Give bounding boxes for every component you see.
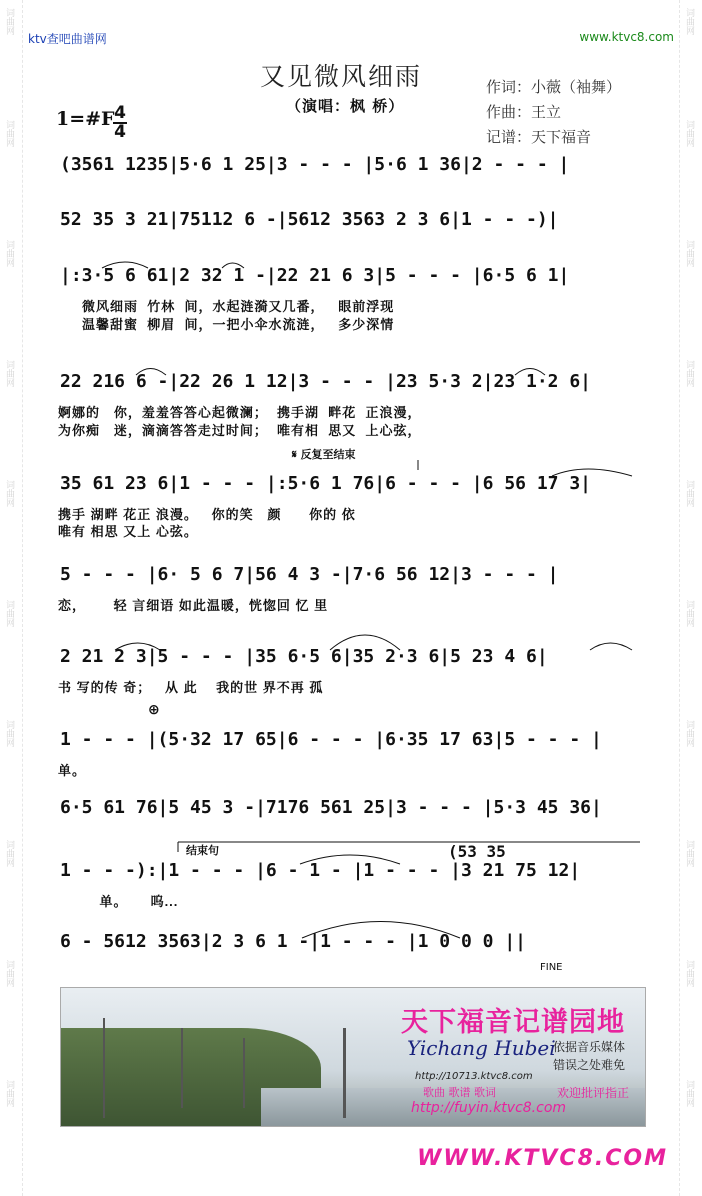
meter-bottom: 4 — [114, 122, 126, 142]
lamp-post-icon — [103, 1018, 105, 1118]
side-watermark-text: 词曲网 — [4, 720, 14, 747]
banner-tagline: 错误之处难免 — [553, 1058, 626, 1072]
score-row-9: 6·5 61 76|5 45 3 -|7176 561 25|3 - - - |5·3 45 36| — [60, 797, 602, 818]
footer-logo[interactable]: WWW.KTVC8.COM — [417, 1146, 668, 1171]
score-row-10: 1 - - -):|1 - - - |6 - 1 - |1 - - - |3 21 75 12| — [60, 860, 581, 881]
lyricist-credit: 作词：小薇（袖舞） — [486, 78, 622, 96]
site-url-link[interactable]: www.ktvc8.com — [579, 30, 674, 44]
score-row-2: 52 35 3 21|75112 6 -|5612 3563 2 3 6|1 - - -)| — [60, 209, 559, 230]
singer-credit: （演唱：枫 桥） — [286, 97, 405, 115]
pickup-notes: (53 35 — [448, 842, 506, 861]
lyric-line: 温馨甜蜜 柳眉 间，一把小伞水流涟， 多少深情 — [82, 317, 395, 332]
side-watermark-text: 词曲网 — [684, 720, 694, 747]
side-watermark-text: 词曲网 — [4, 1080, 14, 1107]
repeat-marking-text: 反复至结束 — [300, 448, 356, 461]
side-watermark-text: 词曲网 — [684, 1080, 694, 1107]
lyric-line: 书 写的传 奇； 从 此 我的世 界不再 孤 — [58, 680, 324, 695]
ending-marking: 结束句 — [186, 844, 219, 857]
lyric-line: 婀娜的 你，羞羞答答心起微澜； 携手湖 畔花 正浪漫， — [58, 405, 422, 420]
banner-url[interactable]: http://fuyin.ktvc8.com — [411, 1100, 567, 1116]
lyric-line: 微风细雨 竹林 间，水起涟漪又几番， 眼前浮现 — [82, 299, 395, 314]
side-watermark-text: 词曲网 — [684, 600, 694, 627]
score-row-3: |:3·5 6 61|2 32 1 -|22 21 6 3|5 - - - |6·5 6 1| — [60, 265, 570, 286]
pylon-icon — [343, 1028, 346, 1118]
side-watermark-text: 词曲网 — [4, 120, 14, 147]
lamp-post-icon — [181, 1028, 183, 1108]
banner-url[interactable]: http://10713.ktvc8.com — [415, 1071, 533, 1082]
key-signature: 1=#F — [56, 108, 115, 130]
banner-tagline: 依据音乐媒体 — [553, 1040, 626, 1054]
score-row-5: 35 61 23 6|1 - - - |:5·6 1 76|6 - - - |6 56 17 3| — [60, 473, 592, 494]
song-title: 又见微风细雨 — [260, 62, 423, 91]
lyric-line: 单。 呜... — [58, 894, 179, 909]
site-name-link[interactable]: ktv查吧曲谱网 — [28, 32, 107, 46]
promo-banner — [60, 987, 646, 1127]
repeat-marking: 𝄋 反复至结束 — [292, 448, 356, 461]
score-row-11: 6 - 5612 3563|2 3 6 1 -|1 - - - |1 0 0 0 || — [60, 931, 526, 952]
side-watermark-text: 词曲网 — [4, 840, 14, 867]
lyric-line: 唯有 相思 又上 心弦。 — [58, 524, 198, 539]
lyric-line: 为你痴 迷，滴滴答答走过时间； 唯有相 思又 上心弦， — [58, 423, 422, 438]
side-watermark-text: 词曲网 — [684, 120, 694, 147]
side-watermark-text: 词曲网 — [684, 360, 694, 387]
meter-top: 4 — [114, 103, 126, 123]
side-watermark-text: 词曲网 — [4, 480, 14, 507]
banner-tagline: 欢迎批评指正 — [557, 1086, 630, 1100]
banner-subtitle: Yichang Hubei — [407, 1036, 556, 1060]
score-row-7: 2 21 2 3|5 - - - |35 6·5 6|35 2·3 6|5 23 4 6| — [60, 646, 548, 667]
side-watermark-text: 词曲网 — [684, 240, 694, 267]
score-row-6: 5 - - - |6· 5 6 7|56 4 3 -|7·6 56 12|3 - - - | — [60, 564, 559, 585]
fine-label: FINE — [540, 962, 563, 973]
side-watermark-text: 词曲网 — [4, 600, 14, 627]
side-watermark-text: 词曲网 — [4, 240, 14, 267]
side-watermark-text: 词曲网 — [4, 960, 14, 987]
score-row-4: 22 216 6 -|22 26 1 12|3 - - - |23 5·3 2|23 1·2 6| — [60, 371, 592, 392]
banner-links: 歌曲 歌谱 歌词 — [423, 1086, 496, 1099]
coda-icon: ⊕ — [148, 702, 160, 718]
side-watermark-text: 词曲网 — [4, 8, 14, 35]
banner-title: 天下福音记谱园地 — [401, 1007, 625, 1038]
side-watermark-text: 词曲网 — [684, 480, 694, 507]
score-row-8: 1 - - - |(5·32 17 65|6 - - - |6·35 17 63|5 - - - | — [60, 729, 602, 750]
side-watermark-text: 词曲网 — [684, 840, 694, 867]
side-watermark-text: 词曲网 — [684, 960, 694, 987]
lyric-line: 携手 湖畔 花正 浪漫。 你的笑 颜 你的 依 — [58, 507, 356, 522]
side-watermark-text: 词曲网 — [4, 360, 14, 387]
lyric-line: 恋， 轻 言细语 如此温暖，恍惚回 忆 里 — [58, 598, 329, 613]
composer-credit: 作曲：王立 — [486, 103, 562, 121]
lyric-line: 单。 — [58, 763, 87, 778]
side-watermark-text: 词曲网 — [684, 8, 694, 35]
transcriber-credit: 记谱：天下福音 — [486, 128, 592, 146]
score-row-1: (3561 1235|5·6 1 25|3 - - - |5·6 1 36|2 - - - | — [60, 154, 570, 175]
lamp-post-icon — [243, 1038, 245, 1108]
